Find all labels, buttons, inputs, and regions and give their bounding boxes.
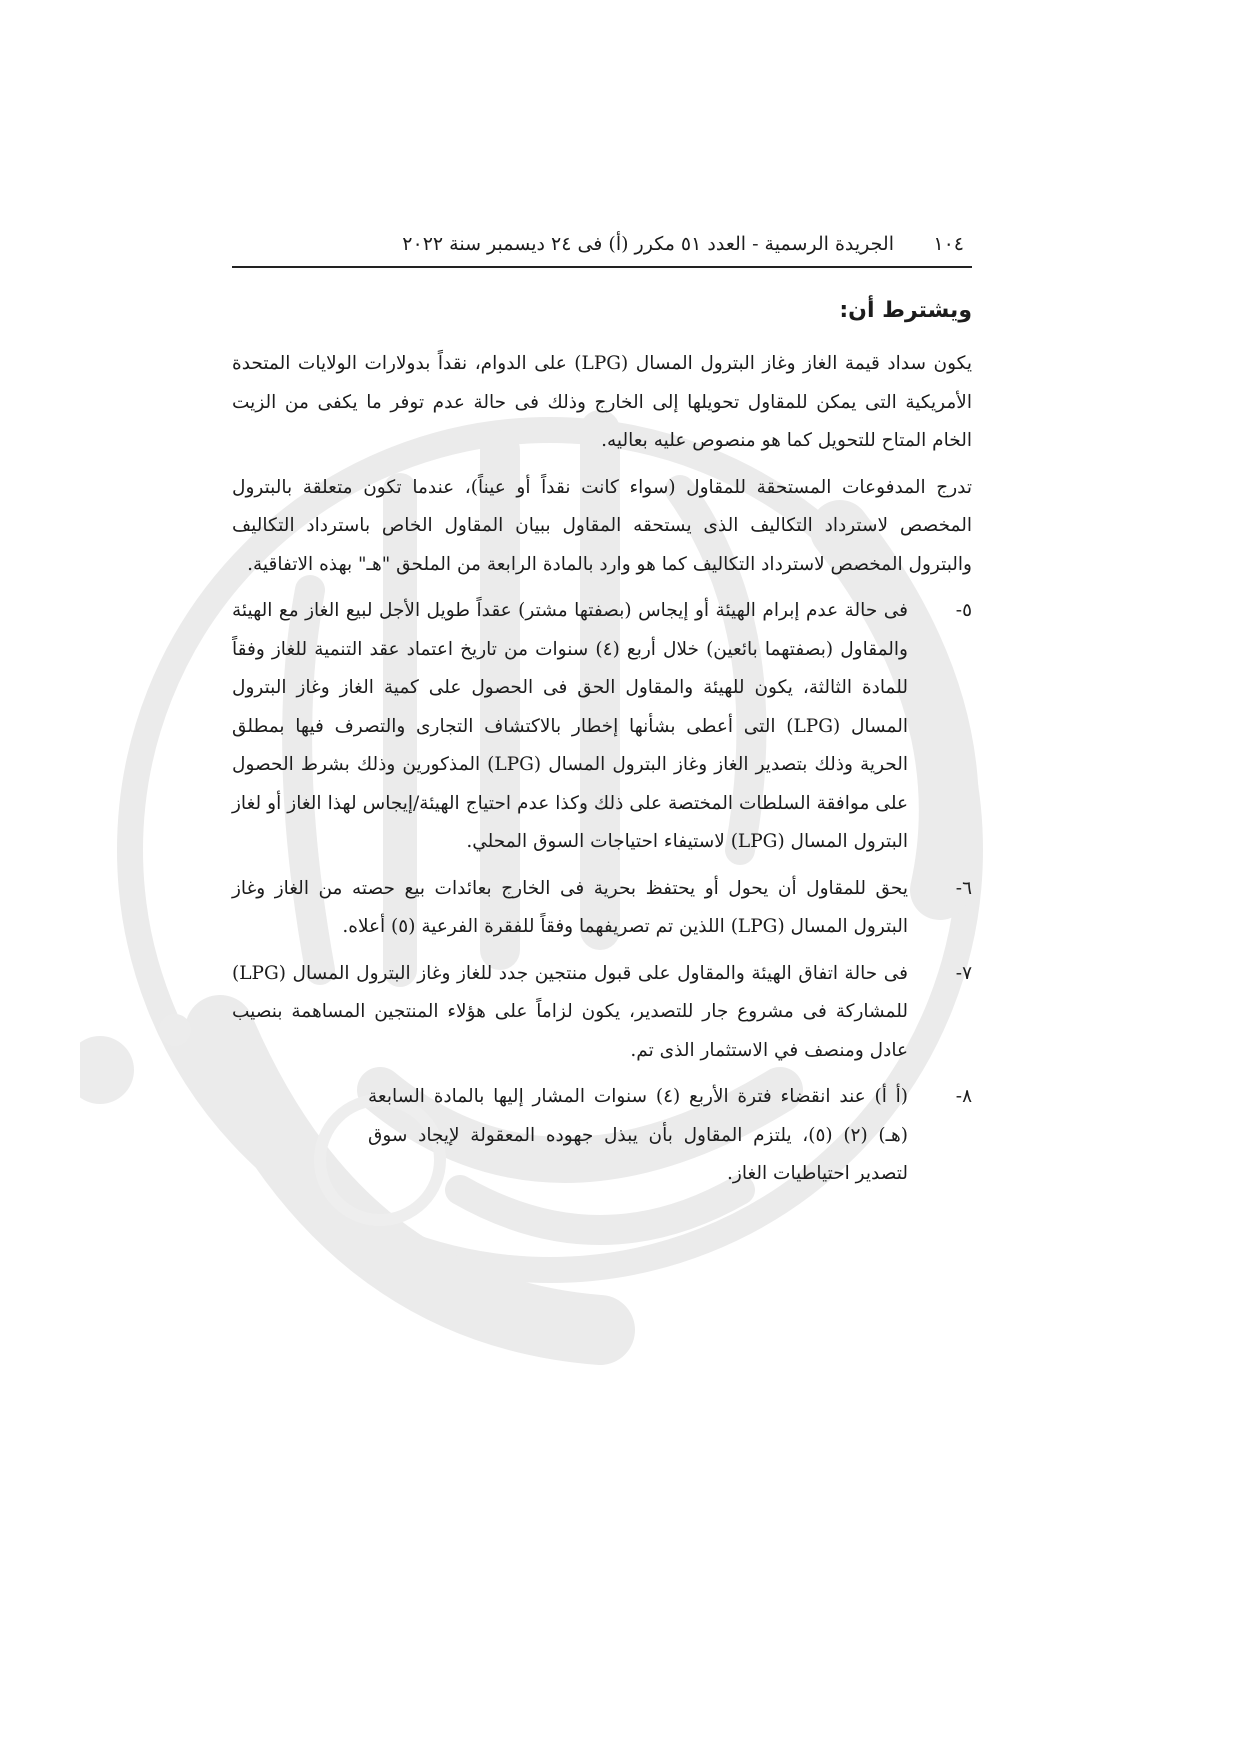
item-text: يحق للمقاول أن يحول أو يحتفظ بحرية فى الخارج بعائدات بيع حصته من الغاز وغاز البترول المسال (LPG) اللذين تم تصريفهما وفقاً للفقرة الفرعية (٥) أعلاه. [232, 877, 908, 937]
page-header [232, 226, 972, 268]
paragraph: يكون سداد قيمة الغاز وغاز البترول المسال (LPG) على الدوام، نقداً بدولارات الولايات المتحدة الأمريكية التى يمكن للمقاول تحويلها إلى الخارج وذلك فى حالة عدم توفر ما يكفى من الزيت الخام المتاح للتحويل كما هو منصوص عليه بعاليه. [232, 353, 972, 451]
list-item [232, 1078, 972, 1194]
list-item [232, 592, 972, 862]
item-text: فى حالة اتفاق الهيئة والمقاول على قبول منتجين جدد للغاز وغاز البترول المسال (LPG) للمشاركة فى مشروع جار للتصدير، يكون لزاماً على هؤلاء المنتجين المساهمة بنصيب عادل ومنصف في الاستثمار الذى تم. [232, 962, 908, 1061]
document-body [232, 345, 972, 1202]
page-number: ١٠٤ [933, 233, 964, 255]
section-heading: ويشترط أن: [839, 298, 972, 323]
gazette-title: الجريدة الرسمية - العدد ٥١ مكرر (أ) فى ٢٤ ديسمبر سنة ٢٠٢٢ [402, 233, 894, 255]
item-number: ٥- [955, 600, 972, 621]
list-item [232, 955, 972, 1071]
paragraph: تدرج المدفوعات المستحقة للمقاول (سواء كانت نقداً أو عيناً)، عندما تكون متعلقة بالبترول المخصص لاسترداد التكاليف الذى يستحقه المقاول ببيان المقاول الخاص باسترداد التكاليف والبترول المخصص لاسترداد التكاليف كما هو وارد بالمادة الرابعة من الملحق "هـ" بهذه الاتفاقية. [232, 476, 972, 575]
item-number: ٧- [955, 962, 972, 984]
item-number: ٨- [955, 1086, 972, 1107]
item-number: ٦- [955, 877, 972, 899]
list-item [232, 870, 972, 947]
item-text: فى حالة عدم إبرام الهيئة أو إيجاس (بصفتها مشتر) عقداً طويل الأجل لبيع الغاز مع الهيئة والمقاول (بصفتهما بائعين) خلال أربع (٤) سنوات من تاريخ اعتماد عقد التنمية للغاز وفقاً للمادة الثالثة، يكون للهيئة والمقاول الحق فى الحصول على كمية الغاز وغاز البترول المسال (LPG) التى أعطى بشأنها إخطار بالاكتشاف التجارى والتصرف فيها بمطلق الحرية وذلك بتصدير الغاز وغاز البترول المسال (LPG) المذكورين وذلك بشرط الحصول على موافقة السلطات المختصة على ذلك وكذا عدم احتياج الهيئة/إيجاس لهذا الغاز أو لغاز البترول المسال (LPG) لاستيفاء احتياجات السوق المحلي. [232, 600, 908, 852]
gazette-page [232, 0, 972, 1754]
item-text: (أ أ) عند انقضاء فترة الأربع (٤) سنوات المشار إليها بالمادة السابعة (هـ) (٢) (٥)، يلتزم المقاول بأن يبذل جهوده المعقولة لإيجاد سوق لتصدير احتياطيات الغاز. [368, 1086, 908, 1184]
